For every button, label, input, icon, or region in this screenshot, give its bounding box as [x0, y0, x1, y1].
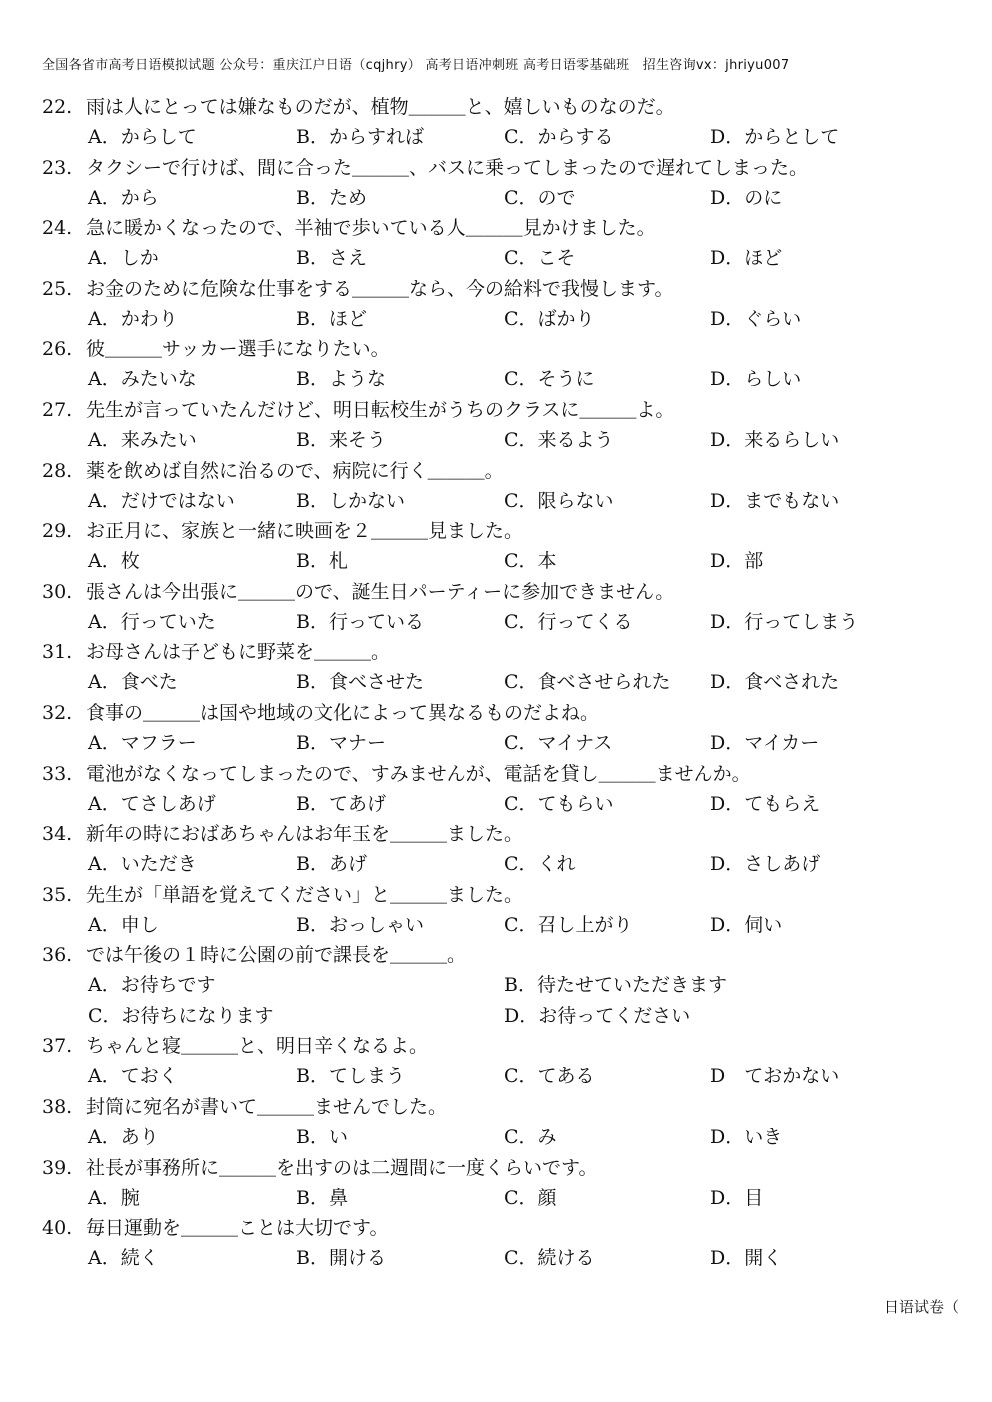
question-number: 40.	[42, 1217, 73, 1240]
option-b[interactable]: B．マナー	[296, 731, 386, 754]
option-a[interactable]: A．あり	[88, 1125, 159, 1148]
option-d[interactable]: D．部	[710, 550, 764, 573]
option-c[interactable]: C．そうに	[504, 368, 595, 391]
option-b[interactable]: B．行っている	[296, 610, 424, 633]
question-stem: タクシーで行けば、間に合った＿＿＿、バスに乗ってしまったので遅れてしまった。	[86, 156, 809, 179]
option-c[interactable]: C．お待ちになります	[88, 1005, 274, 1028]
option-d[interactable]: D．てもらえ	[710, 792, 821, 815]
option-c[interactable]: C．くれ	[504, 853, 576, 876]
option-d[interactable]: D．目	[710, 1186, 764, 1209]
question-31	[42, 637, 942, 698]
question-number: 36.	[42, 944, 73, 967]
question-number: 24.	[42, 217, 73, 240]
option-b[interactable]: B．待たせていただきます	[504, 974, 727, 997]
option-b[interactable]: B．食べさせた	[296, 671, 424, 694]
option-a[interactable]: A．枚	[88, 550, 140, 573]
option-b[interactable]: B．しかない	[296, 489, 405, 512]
option-b[interactable]: B．ため	[296, 186, 367, 209]
option-a[interactable]: A．来みたい	[88, 428, 197, 451]
option-a[interactable]: A．ておく	[88, 1065, 178, 1088]
question-22	[42, 92, 942, 153]
option-d[interactable]: D ておかない	[710, 1065, 840, 1088]
question-stem: 先生が言っていたんだけど、明日転校生がうちのクラスに＿＿＿よ。	[86, 398, 675, 421]
option-b[interactable]: B．開ける	[296, 1247, 386, 1270]
option-d[interactable]: D．開く	[710, 1247, 783, 1270]
option-d[interactable]: D．お待ってください	[504, 1005, 691, 1028]
question-number: 39.	[42, 1156, 73, 1179]
question-stem: 電池がなくなってしまったので、すみませんが、電話を貸し＿＿＿ませんか。	[86, 762, 751, 785]
option-a[interactable]: A．みたいな	[88, 368, 197, 391]
question-number: 33.	[42, 762, 73, 785]
option-c[interactable]: C．召し上がり	[504, 913, 633, 936]
option-c[interactable]: C．顔	[504, 1186, 557, 1209]
option-c[interactable]: C．限らない	[504, 489, 614, 512]
question-number: 25.	[42, 277, 73, 300]
question-28	[42, 456, 942, 517]
question-stem: 急に暖かくなったので、半袖で歩いている人＿＿＿見かけました。	[86, 217, 656, 240]
option-a[interactable]: A．お待ちです	[88, 974, 216, 997]
question-number: 37.	[42, 1035, 73, 1058]
question-number: 28.	[42, 459, 73, 482]
option-a[interactable]: A．しか	[88, 247, 159, 270]
option-b[interactable]: B．あげ	[296, 853, 367, 876]
question-33	[42, 759, 942, 820]
option-d[interactable]: D．ぐらい	[710, 307, 802, 330]
option-d[interactable]: D．さしあげ	[710, 853, 821, 876]
question-number: 35.	[42, 883, 73, 906]
option-d[interactable]: D．らしい	[710, 368, 802, 391]
question-35	[42, 880, 942, 941]
question-stem: 社長が事務所に＿＿＿を出すのは二週間に一度くらいです。	[86, 1156, 598, 1179]
question-stem: 先生が「単語を覚えてください」と＿＿＿ました。	[86, 883, 524, 906]
option-a[interactable]: A．だけではない	[88, 489, 235, 512]
question-37	[42, 1031, 942, 1092]
question-number: 38.	[42, 1095, 73, 1118]
question-number: 29.	[42, 520, 73, 543]
question-stem: 雨は人にとっては嫌なものだが、植物＿＿＿と、嬉しいものなのだ。	[86, 96, 675, 118]
question-number: 34.	[42, 823, 73, 846]
option-b[interactable]: B．い	[296, 1125, 348, 1148]
option-d[interactable]: D．いき	[710, 1125, 783, 1148]
question-stem: ちゃんと寝＿＿＿と、明日辛くなるよ。	[86, 1035, 429, 1058]
page-header: 全国各省市高考日语模拟试题 公众号：重庆江户日语（cqjhry） 高考日语冲刺班 高考日语零基础班 招生咨询vx：jhriyu007	[42, 58, 790, 73]
option-d[interactable]: D．までもない	[710, 489, 840, 512]
question-24	[42, 213, 942, 274]
question-25	[42, 274, 942, 335]
question-stem: 彼＿＿＿サッカー選手になりたい。	[86, 338, 390, 361]
option-a[interactable]: A．腕	[88, 1186, 140, 1209]
option-d[interactable]: D．ほど	[710, 247, 783, 270]
option-a[interactable]: A．かわり	[88, 307, 178, 330]
option-a[interactable]: A．申し	[88, 913, 159, 936]
option-c[interactable]: C．ので	[504, 186, 576, 209]
option-b[interactable]: B．来そう	[296, 428, 386, 451]
question-40	[42, 1213, 942, 1274]
question-23	[42, 153, 942, 214]
option-a[interactable]: A．行っていた	[88, 610, 216, 633]
option-c[interactable]: C．ばかり	[504, 307, 595, 330]
option-a[interactable]: A．てさしあげ	[88, 792, 216, 815]
question-32	[42, 698, 942, 759]
question-stem: 封筒に宛名が書いて＿＿＿ませんでした。	[86, 1095, 448, 1118]
question-number: 30.	[42, 580, 73, 603]
question-stem: 毎日運動を＿＿＿ことは大切です。	[86, 1217, 389, 1240]
option-c[interactable]: C．行ってくる	[504, 610, 633, 633]
question-stem: お母さんは子どもに野菜を＿＿＿。	[86, 641, 391, 664]
option-c[interactable]: C．本	[504, 550, 557, 573]
option-a[interactable]: A．からして	[88, 126, 197, 148]
option-d[interactable]: D．来るらしい	[710, 428, 840, 451]
question-stem: 新年の時におばあちゃんはお年玉を＿＿＿ました。	[86, 823, 524, 846]
option-b[interactable]: B．おっしゃい	[296, 913, 424, 936]
option-d[interactable]: D．食べされた	[710, 671, 840, 694]
option-d[interactable]: D．マイカー	[710, 731, 820, 754]
question-number: 31.	[42, 641, 73, 664]
question-36	[42, 940, 942, 1031]
option-b[interactable]: B．鼻	[296, 1186, 348, 1209]
option-d[interactable]: D．行ってしまう	[710, 610, 859, 633]
option-b[interactable]: B．ような	[296, 368, 386, 391]
question-number: 32.	[42, 701, 73, 724]
question-26	[42, 334, 942, 395]
option-d[interactable]: D．のに	[710, 186, 783, 209]
option-a[interactable]: A．続く	[88, 1247, 159, 1270]
option-c[interactable]: C．てある	[504, 1065, 595, 1088]
option-d[interactable]: D．からとして	[710, 126, 840, 148]
option-c[interactable]: C．食べさせられた	[504, 671, 671, 694]
page-footer: 日语试卷（	[884, 1298, 960, 1316]
question-list	[42, 92, 942, 1274]
option-c[interactable]: C．てもらい	[504, 792, 614, 815]
question-number: 23.	[42, 156, 73, 179]
option-c[interactable]: C．続ける	[504, 1247, 595, 1270]
question-stem: お正月に、家族と一緒に映画を２＿＿＿見ました。	[86, 520, 524, 543]
option-b[interactable]: B．さえ	[296, 247, 367, 270]
option-b[interactable]: B．てしまう	[296, 1065, 405, 1088]
question-number: 27.	[42, 398, 73, 421]
option-c[interactable]: C．からする	[504, 126, 614, 148]
option-c[interactable]: C．み	[504, 1125, 557, 1148]
question-29	[42, 516, 942, 577]
question-34	[42, 819, 942, 880]
option-d[interactable]: D．伺い	[710, 913, 783, 936]
question-39	[42, 1153, 942, 1214]
question-38	[42, 1092, 942, 1153]
option-b[interactable]: B．札	[296, 550, 348, 573]
option-c[interactable]: C．マイナス	[504, 731, 613, 754]
question-number: 22.	[42, 96, 73, 118]
question-number: 26.	[42, 338, 73, 361]
option-a[interactable]: A．マフラー	[88, 731, 197, 754]
question-stem: 食事の＿＿＿は国や地域の文化によって異なるものだよね。	[86, 701, 600, 724]
option-c[interactable]: C．来るよう	[504, 428, 614, 451]
question-stem: 薬を飲めば自然に治るので、病院に行く＿＿＿。	[86, 459, 504, 482]
question-stem: 張さんは今出張に＿＿＿ので、誕生日パーティーに参加できません。	[86, 580, 675, 603]
option-c[interactable]: C．こそ	[504, 247, 576, 270]
option-b[interactable]: B．からすれば	[296, 126, 424, 148]
question-stem: お金のために危険な仕事をする＿＿＿なら、今の給料で我慢します。	[86, 277, 674, 300]
option-b[interactable]: B．てあげ	[296, 792, 386, 815]
option-a[interactable]: A．いただき	[88, 853, 197, 876]
question-27	[42, 395, 942, 456]
option-a[interactable]: A．食べた	[88, 671, 178, 694]
question-30	[42, 577, 942, 638]
option-a[interactable]: A．から	[88, 186, 159, 209]
option-b[interactable]: B．ほど	[296, 307, 367, 330]
question-stem: では午後の１時に公園の前で課長を＿＿＿。	[86, 944, 467, 967]
